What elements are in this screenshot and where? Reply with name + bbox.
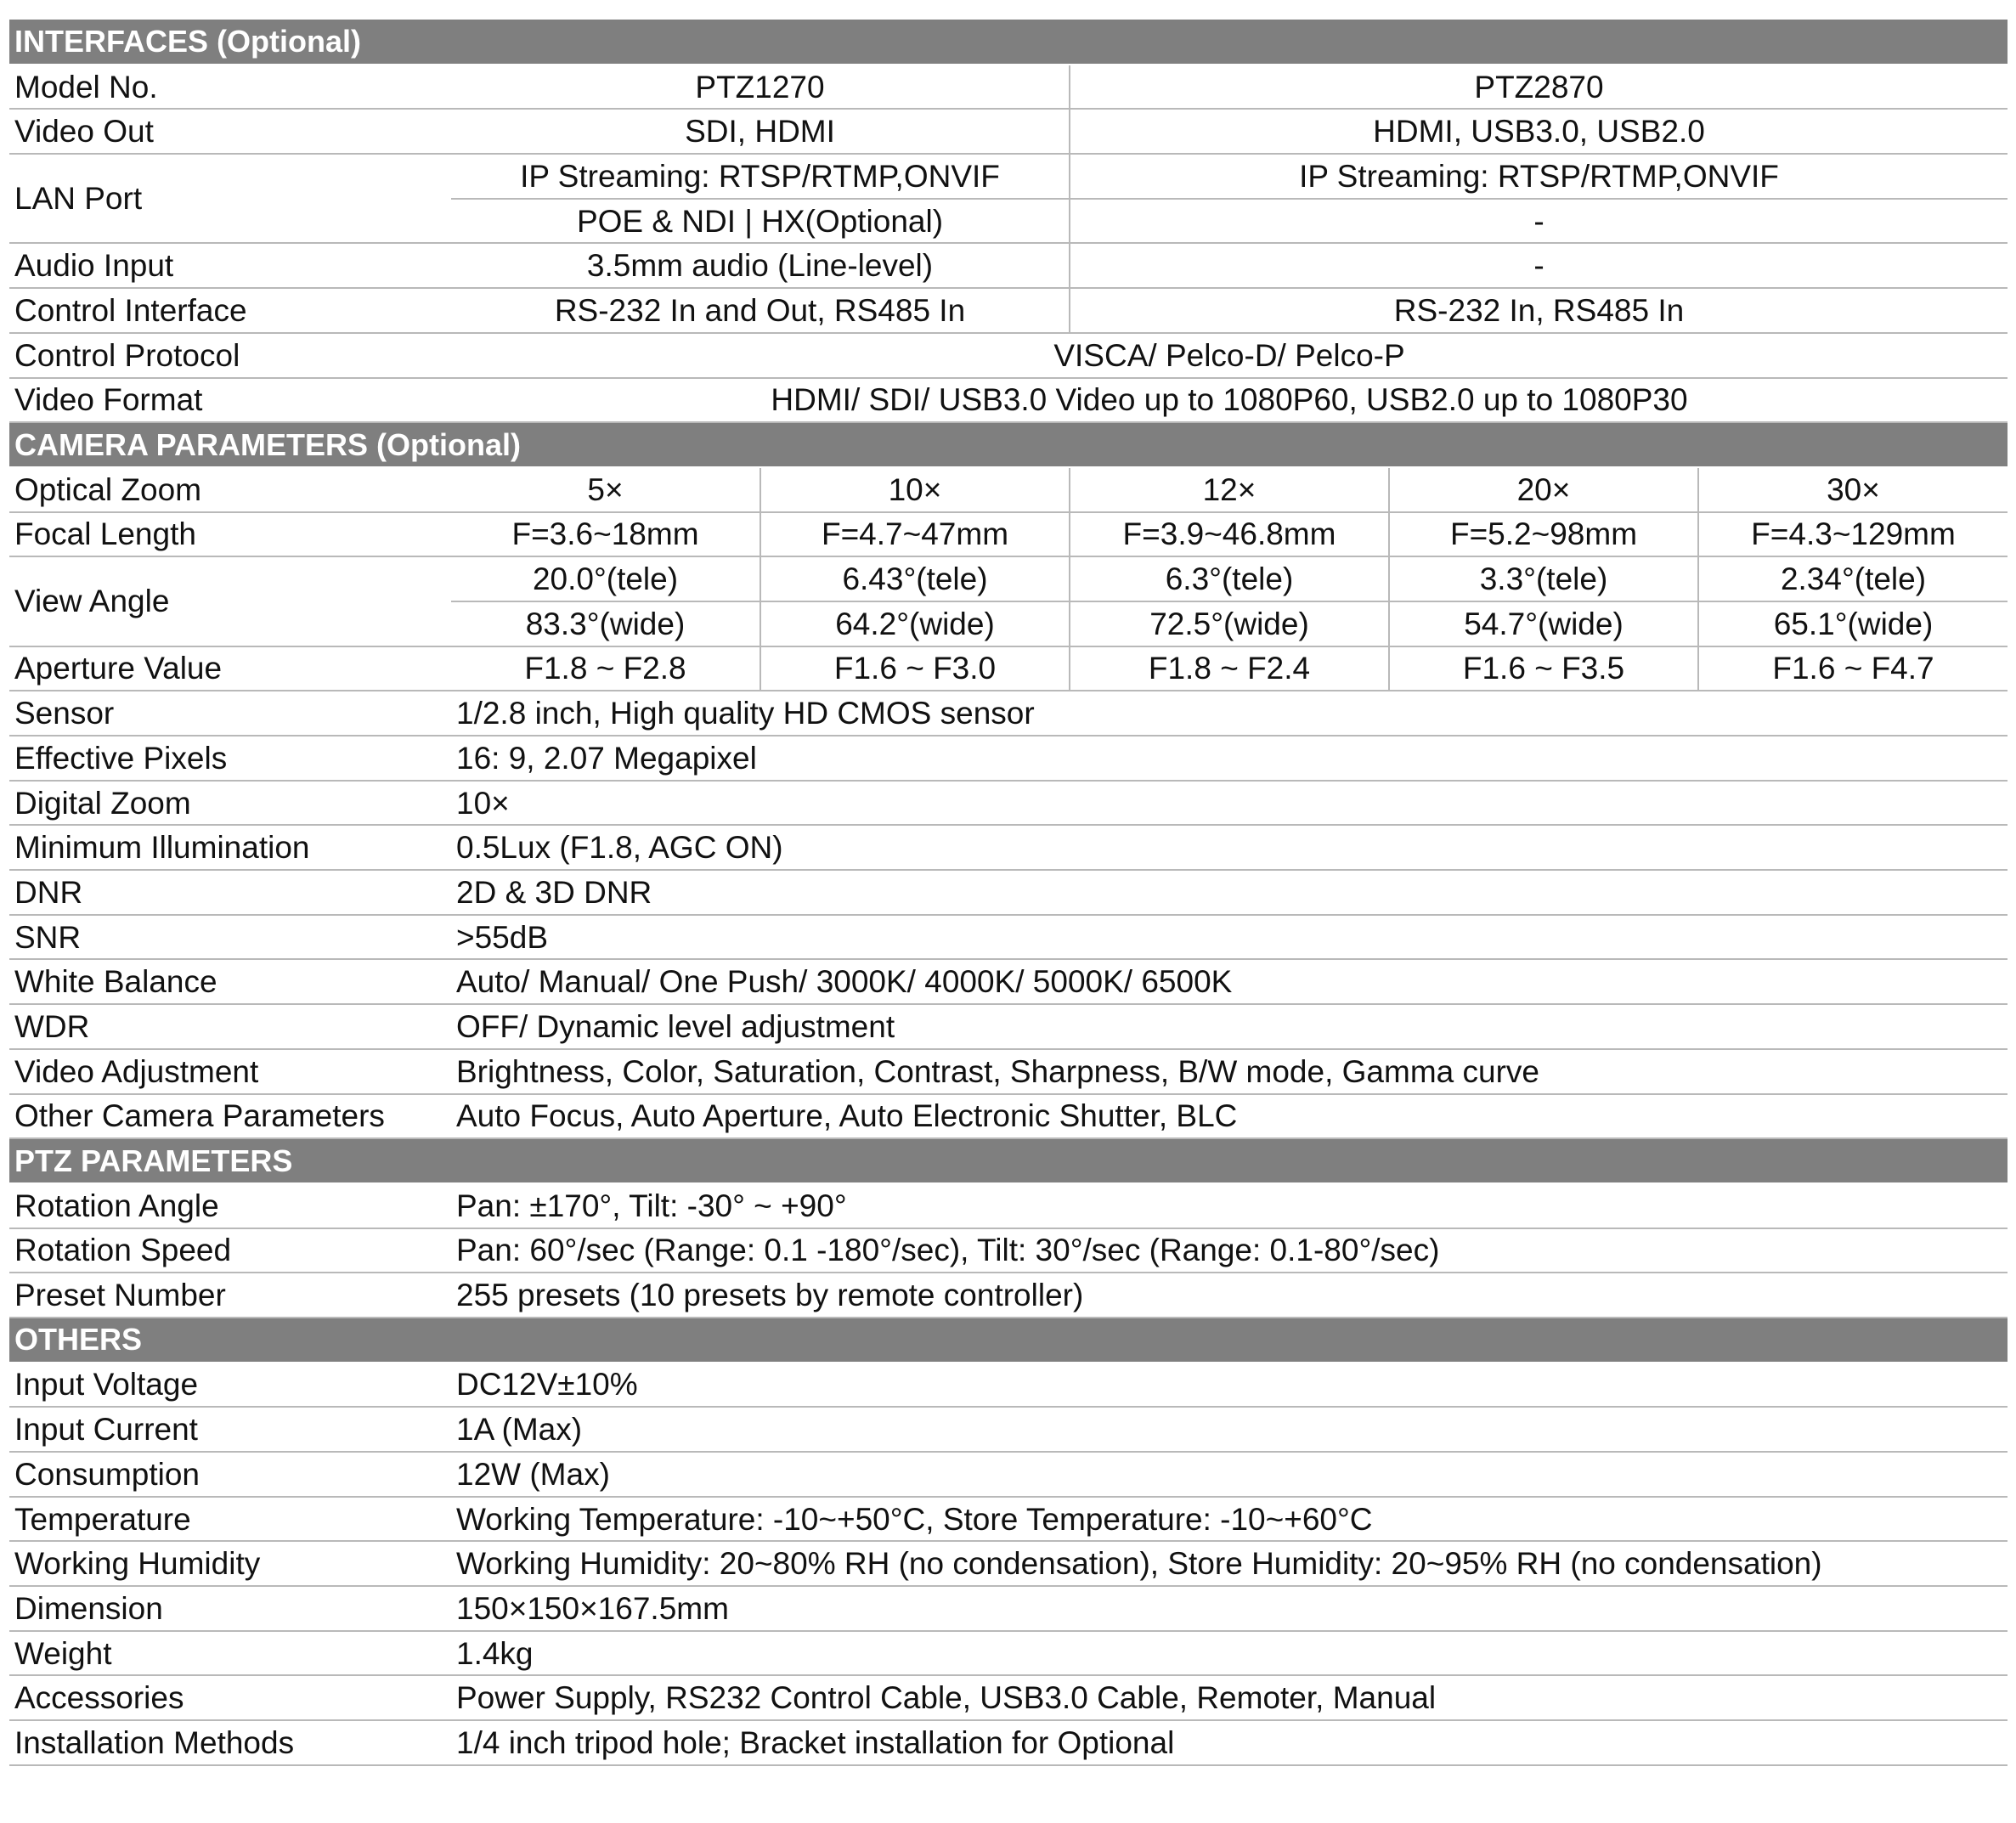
spec-row-snr xyxy=(9,915,2008,960)
row-value: Power Supply, RS232 Control Cable, USB3.0 Cable, Remoter, Manual xyxy=(451,1675,2008,1720)
row-value: DC12V±10% xyxy=(451,1363,2008,1408)
row-label: White Balance xyxy=(9,959,451,1004)
row-value: 150×150×167.5mm xyxy=(451,1586,2008,1631)
value-ptz2870: PTZ2870 xyxy=(1070,65,2008,110)
row-label: Accessories xyxy=(9,1675,451,1720)
row-label: SNR xyxy=(9,915,451,960)
row-value: Auto/ Manual/ One Push/ 3000K/ 4000K/ 5000K/ 6500K xyxy=(451,959,2008,1004)
row-value: Brightness, Color, Saturation, Contrast, Sharpness, B/W mode, Gamma curve xyxy=(451,1049,2008,1094)
row-value: OFF/ Dynamic level adjustment xyxy=(451,1004,2008,1049)
row-label: Preset Number xyxy=(9,1273,451,1318)
value-ptz2870: - xyxy=(1070,199,2008,244)
lens-value: 5× xyxy=(451,467,760,512)
spec-row-input-current xyxy=(9,1407,2008,1452)
lens-value: 20× xyxy=(1389,467,1698,512)
row-label: DNR xyxy=(9,870,451,915)
row-value: 0.5Lux (F1.8, AGC ON) xyxy=(451,825,2008,870)
row-label: Aperture Value xyxy=(9,646,451,691)
lens-value: F=5.2~98mm xyxy=(1389,512,1698,557)
spec-row-focal-length xyxy=(9,512,2008,557)
spec-row-model xyxy=(9,65,2008,110)
lens-value: 30× xyxy=(1698,467,2008,512)
spec-row-optical-zoom xyxy=(9,467,2008,512)
row-label: Dimension xyxy=(9,1586,451,1631)
section-title: CAMERA PARAMETERS (Optional) xyxy=(9,422,2008,467)
row-value: 16: 9, 2.07 Megapixel xyxy=(451,736,2008,781)
lens-value: F1.6 ~ F4.7 xyxy=(1698,646,2008,691)
lens-value: 65.1°(wide) xyxy=(1698,601,2008,646)
spec-row-installation xyxy=(9,1720,2008,1765)
spec-row-dnr xyxy=(9,870,2008,915)
spec-row-video-adjustment xyxy=(9,1049,2008,1094)
row-value: >55dB xyxy=(451,915,2008,960)
value-ptz1270: RS-232 In and Out, RS485 In xyxy=(451,288,1070,333)
row-value: 1/4 inch tripod hole; Bracket installation for Optional xyxy=(451,1720,2008,1765)
spec-row-min-illumination xyxy=(9,825,2008,870)
lens-value: 72.5°(wide) xyxy=(1070,601,1389,646)
spec-row-consumption xyxy=(9,1452,2008,1497)
spec-row-weight xyxy=(9,1631,2008,1676)
row-value: VISCA/ Pelco-D/ Pelco-P xyxy=(451,333,2008,378)
section-header-others xyxy=(9,1318,2008,1363)
row-label: Focal Length xyxy=(9,512,451,557)
lens-value: F=4.7~47mm xyxy=(760,512,1070,557)
spec-row-accessories xyxy=(9,1675,2008,1720)
row-label: Installation Methods xyxy=(9,1720,451,1765)
lens-value: 20.0°(tele) xyxy=(451,556,760,601)
lens-value: 2.34°(tele) xyxy=(1698,556,2008,601)
value-ptz1270: IP Streaming: RTSP/RTMP,ONVIF xyxy=(451,154,1070,199)
lens-value: 54.7°(wide) xyxy=(1389,601,1698,646)
spec-row-white-balance xyxy=(9,959,2008,1004)
row-value: 255 presets (10 presets by remote controller) xyxy=(451,1273,2008,1318)
row-label: Other Camera Parameters xyxy=(9,1094,451,1139)
lens-value: 3.3°(tele) xyxy=(1389,556,1698,601)
row-label: Effective Pixels xyxy=(9,736,451,781)
lens-value: 12× xyxy=(1070,467,1389,512)
spec-row-lan-port xyxy=(9,154,2008,199)
value-ptz1270: SDI, HDMI xyxy=(451,109,1070,154)
row-label: Control Interface xyxy=(9,288,451,333)
spec-row-video-format xyxy=(9,378,2008,423)
row-label: Control Protocol xyxy=(9,333,451,378)
lens-value: 6.43°(tele) xyxy=(760,556,1070,601)
spec-row-audio-input xyxy=(9,243,2008,288)
lens-value: 6.3°(tele) xyxy=(1070,556,1389,601)
row-label: Rotation Speed xyxy=(9,1228,451,1273)
row-value: 2D & 3D DNR xyxy=(451,870,2008,915)
row-label: Weight xyxy=(9,1631,451,1676)
row-value: Working Humidity: 20~80% RH (no condensation), Store Humidity: 20~95% RH (no condensation) xyxy=(451,1541,2008,1586)
value-ptz1270: PTZ1270 xyxy=(451,65,1070,110)
section-header-ptz xyxy=(9,1138,2008,1183)
spec-row-other-camera-params xyxy=(9,1094,2008,1139)
spec-row-aperture xyxy=(9,646,2008,691)
row-label: Model No. xyxy=(9,65,451,110)
row-value: 1A (Max) xyxy=(451,1407,2008,1452)
row-label: Video Adjustment xyxy=(9,1049,451,1094)
value-ptz2870: IP Streaming: RTSP/RTMP,ONVIF xyxy=(1070,154,2008,199)
spec-row-view-angle-tele xyxy=(9,556,2008,601)
row-label: Optical Zoom xyxy=(9,467,451,512)
lens-value: F1.6 ~ F3.5 xyxy=(1389,646,1698,691)
value-ptz2870: HDMI, USB3.0, USB2.0 xyxy=(1070,109,2008,154)
spec-row-dimension xyxy=(9,1586,2008,1631)
row-value: Pan: 60°/sec (Range: 0.1 -180°/sec), Tilt: 30°/sec (Range: 0.1-80°/sec) xyxy=(451,1228,2008,1273)
row-label: LAN Port xyxy=(9,154,451,243)
row-value: 10× xyxy=(451,781,2008,826)
row-label: WDR xyxy=(9,1004,451,1049)
row-label: Minimum Illumination xyxy=(9,825,451,870)
row-label: Rotation Angle xyxy=(9,1183,451,1228)
spec-row-wdr xyxy=(9,1004,2008,1049)
row-label: Video Format xyxy=(9,378,451,423)
row-label: Input Current xyxy=(9,1407,451,1452)
row-value: Auto Focus, Auto Aperture, Auto Electronic Shutter, BLC xyxy=(451,1094,2008,1139)
spec-row-input-voltage xyxy=(9,1363,2008,1408)
row-value: Pan: ±170°, Tilt: -30° ~ +90° xyxy=(451,1183,2008,1228)
spec-row-control-interface xyxy=(9,288,2008,333)
lens-value: F1.8 ~ F2.8 xyxy=(451,646,760,691)
lens-value: F1.6 ~ F3.0 xyxy=(760,646,1070,691)
section-title: INTERFACES (Optional) xyxy=(9,20,2008,65)
lens-value: 83.3°(wide) xyxy=(451,601,760,646)
row-label: Digital Zoom xyxy=(9,781,451,826)
spec-row-preset-number xyxy=(9,1273,2008,1318)
row-value: HDMI/ SDI/ USB3.0 Video up to 1080P60, USB2.0 up to 1080P30 xyxy=(451,378,2008,423)
lens-value: 64.2°(wide) xyxy=(760,601,1070,646)
row-label: Audio Input xyxy=(9,243,451,288)
row-label: Working Humidity xyxy=(9,1541,451,1586)
lens-value: F1.8 ~ F2.4 xyxy=(1070,646,1389,691)
lens-value: 10× xyxy=(760,467,1070,512)
lens-value: F=4.3~129mm xyxy=(1698,512,2008,557)
spec-row-digital-zoom xyxy=(9,781,2008,826)
value-ptz1270: POE & NDI | HX(Optional) xyxy=(451,199,1070,244)
spec-sheet xyxy=(9,20,2008,1766)
lens-value: F=3.9~46.8mm xyxy=(1070,512,1389,557)
spec-table xyxy=(9,20,2008,1766)
spec-row-sensor xyxy=(9,691,2008,736)
row-label: View Angle xyxy=(9,556,451,646)
spec-row-control-protocol xyxy=(9,333,2008,378)
spec-row-effective-pixels xyxy=(9,736,2008,781)
section-title: PTZ PARAMETERS xyxy=(9,1138,2008,1183)
section-header-interfaces xyxy=(9,20,2008,65)
value-ptz2870: RS-232 In, RS485 In xyxy=(1070,288,2008,333)
spec-row-video-out xyxy=(9,109,2008,154)
section-header-camera xyxy=(9,422,2008,467)
value-ptz2870: - xyxy=(1070,243,2008,288)
row-label: Consumption xyxy=(9,1452,451,1497)
row-value: 1.4kg xyxy=(451,1631,2008,1676)
spec-row-working-humidity xyxy=(9,1541,2008,1586)
row-value: 12W (Max) xyxy=(451,1452,2008,1497)
value-ptz1270: 3.5mm audio (Line-level) xyxy=(451,243,1070,288)
spec-row-temperature xyxy=(9,1497,2008,1542)
spec-row-rotation-speed xyxy=(9,1228,2008,1273)
row-label: Temperature xyxy=(9,1497,451,1542)
spec-row-rotation-angle xyxy=(9,1183,2008,1228)
row-label: Input Voltage xyxy=(9,1363,451,1408)
row-label: Video Out xyxy=(9,109,451,154)
row-value: 1/2.8 inch, High quality HD CMOS sensor xyxy=(451,691,2008,736)
row-value: Working Temperature: -10~+50°C, Store Temperature: -10~+60°C xyxy=(451,1497,2008,1542)
row-label: Sensor xyxy=(9,691,451,736)
section-title: OTHERS xyxy=(9,1318,2008,1363)
lens-value: F=3.6~18mm xyxy=(451,512,760,557)
